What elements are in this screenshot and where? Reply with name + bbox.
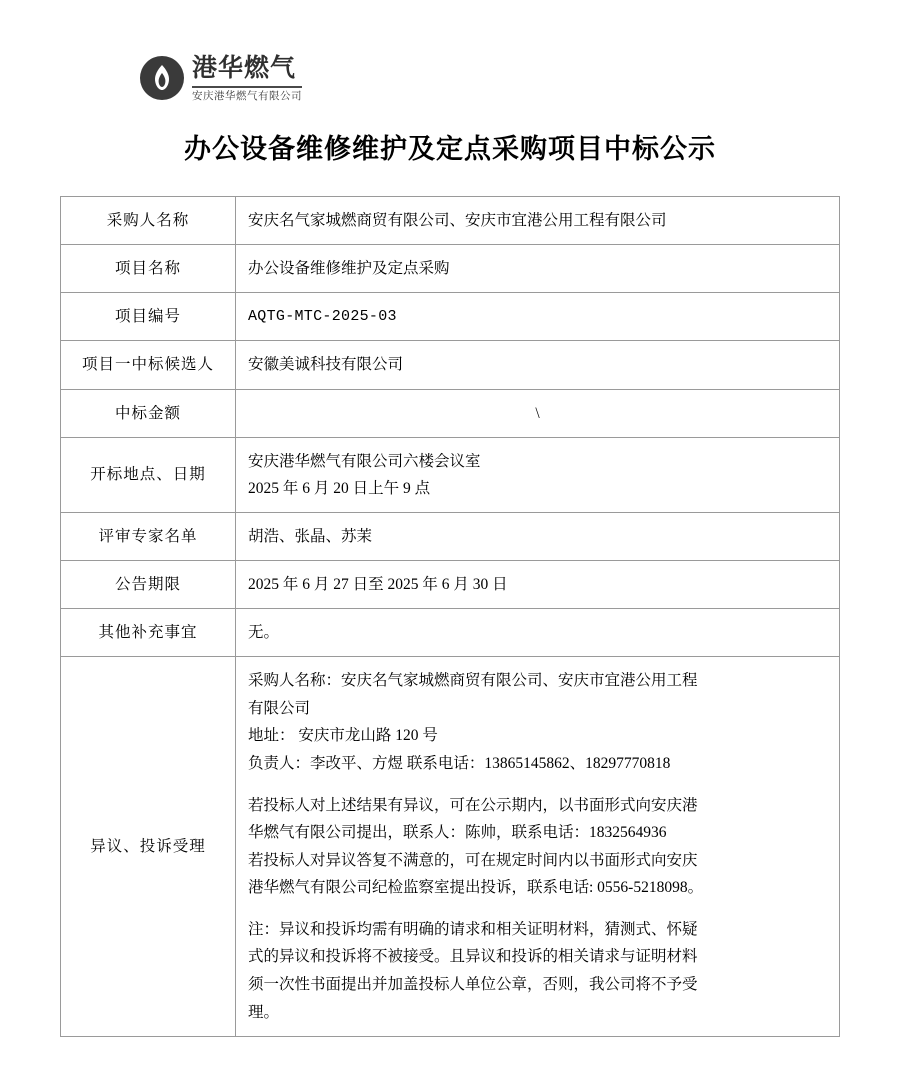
logo-divider — [192, 86, 302, 88]
complaint-line: 注：异议和投诉均需有明确的请求和相关证明材料，猜测式、怀疑 — [248, 920, 698, 938]
row-value-line-1: 安庆港华燃气有限公司六楼会议室 — [248, 452, 481, 470]
row-value: AQTG-MTC-2025-03 — [236, 293, 840, 341]
row-label: 项目名称 — [61, 245, 236, 293]
row-label: 异议、投诉受理 — [61, 657, 236, 1037]
page-title: 办公设备维修维护及定点采购项目中标公示 — [184, 134, 716, 164]
row-label: 评审专家名单 — [61, 512, 236, 560]
row-label: 中标金额 — [61, 389, 236, 437]
table-row — [61, 245, 840, 293]
complaint-line: 华燃气有限公司提出，联系人：陈帅，联系电话：1832564936 — [248, 824, 667, 842]
complaint-line: 港华燃气有限公司纪检监察室提出投诉，联系电话: 0556-5218098。 — [248, 879, 704, 897]
row-value: 安徽美诚科技有限公司 — [236, 341, 840, 389]
complaint-block-contact — [248, 667, 827, 777]
table-row — [61, 609, 840, 657]
complaint-block-note — [248, 916, 827, 1026]
row-label: 项目编号 — [61, 293, 236, 341]
complaint-line: 负责人：李改平、方煜 联系电话：13865145862、18297770818 — [248, 754, 671, 772]
table-row-complaint — [61, 657, 840, 1037]
row-value: 胡浩、张晶、苏茉 — [236, 512, 840, 560]
table-row — [61, 341, 840, 389]
complaint-line: 若投标人对上述结果有异议，可在公示期内，以书面形式向安庆港 — [248, 796, 698, 814]
row-value: \ — [236, 389, 840, 437]
complaint-line: 若投标人对异议答复不满意的，可在规定时间内以书面形式向安庆 — [248, 851, 698, 869]
complaint-line: 式的异议和投诉将不被接受。且异议和投诉的相关请求与证明材料 — [248, 948, 698, 966]
complaint-line: 须一次性书面提出并加盖投标人单位公章，否则，我公司将不予受 — [248, 976, 698, 994]
row-label: 其他补充事宜 — [61, 609, 236, 657]
logo-brand-text: 港华燃气 — [192, 54, 297, 82]
row-value: 安庆名气家城燃商贸有限公司、安庆市宜港公用工程有限公司 — [236, 197, 840, 245]
complaint-line: 有限公司 — [248, 699, 311, 717]
row-label: 公告期限 — [61, 561, 236, 609]
row-label: 开标地点、日期 — [61, 437, 236, 512]
table-row — [61, 293, 840, 341]
row-value-line-2: 2025 年 6 月 20 日上午 9 点 — [248, 479, 431, 497]
logo-company-text: 安庆港华燃气有限公司 — [192, 89, 302, 102]
table-row — [61, 389, 840, 437]
row-value — [236, 437, 840, 512]
complaint-line: 采购人名称：安庆名气家城燃商贸有限公司、安庆市宜港公用工程 — [248, 672, 698, 690]
row-label: 项目一中标候选人 — [61, 341, 236, 389]
row-value: 办公设备维修维护及定点采购 — [236, 245, 840, 293]
complaint-line: 地址： 安庆市龙山路 120 号 — [248, 727, 438, 745]
complaint-block-procedure — [248, 792, 827, 902]
flame-icon — [140, 56, 184, 100]
complaint-line: 理。 — [248, 1003, 280, 1021]
table-row — [61, 437, 840, 512]
row-value: 2025 年 6 月 27 日至 2025 年 6 月 30 日 — [236, 561, 840, 609]
table-row — [61, 512, 840, 560]
complaint-content — [236, 657, 840, 1037]
table-row — [61, 561, 840, 609]
row-label: 采购人名称 — [61, 197, 236, 245]
row-value: 无。 — [236, 609, 840, 657]
table-row — [61, 197, 840, 245]
company-logo — [140, 55, 840, 101]
notice-table — [60, 196, 840, 1037]
